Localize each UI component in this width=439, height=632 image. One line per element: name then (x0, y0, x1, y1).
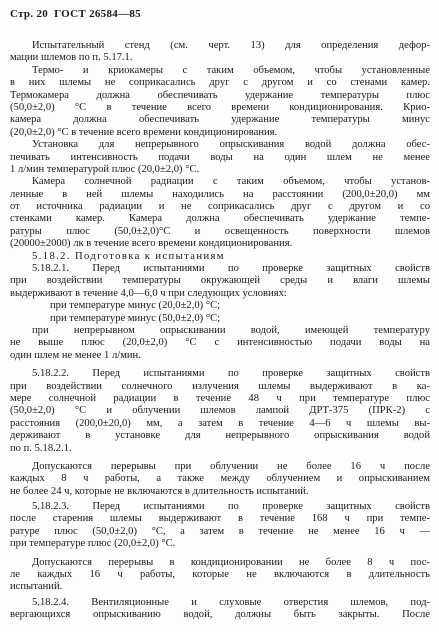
text-line: по п. 5.18.2.1. (10, 442, 72, 454)
text-line: Допускаются перерывы в кондиционировании не более 8 ч пос- (32, 556, 430, 568)
text-line: мации шлемов по п. 5.17.1. (10, 52, 133, 64)
text-line: 5.18.2.2. Перед испытаниями по проверке защитных свойств (32, 368, 430, 380)
text-line: печивать интенсивность подачи воды на один шлем не менее (10, 151, 430, 163)
text-line: при температуре плюс (20,0±2,0) °С. (10, 538, 176, 550)
text-line: каждых 8 ч работы, а также между облучением и опрыскиванием (10, 473, 430, 485)
text-line: не более 24 ч, которые не включаются в длительность испытаний. (10, 485, 309, 497)
page-number: Стр. 20 (10, 8, 49, 20)
text-line: при непрерывном опрыскивании водой, имеющей температуру (32, 324, 430, 336)
text-line: 5.18.2.1. Перед испытаниями по проверке защитных свойств (32, 263, 430, 275)
text-line: Камера солнечной радиации с таким объемом, чтобы установ- (32, 176, 430, 188)
text-line: ратуры плюс (50,0±2,0)°С и освещенность поверхности шлемов (10, 225, 430, 237)
text-line: при воздействии солнечного излучения шлемы выдерживают в ка- (10, 380, 430, 392)
text-line: расстояния (200,0±20,0) мм, а затем в течение 4—6 ч шлемы вы- (10, 417, 430, 429)
text-line: вергающихся опрыскиванию водой, должны быть закрыты. После (10, 609, 430, 621)
text-line: выдерживают в течение 4,0—6,0 ч при следующих условиях: (10, 287, 287, 299)
text-line: при температуре минус (20,0±2,0) °С; (50, 300, 221, 312)
text-line: (20,0±2,0) °С в течение всего времени кондиционирования. (10, 126, 278, 138)
text-line: 5.18.2. Подготовка к испытаниям (32, 250, 225, 262)
text-line: 5.18.2.4. Вентиляционные и слуховые отверстия шлемов, под- (32, 596, 430, 608)
text-line: Термо- и криокамеры с таким объемом, чтобы установленные (32, 64, 430, 76)
text-line: (50,0±2,0) °С в течение всего времени кондиционирования. Крио- (10, 101, 430, 113)
text-line: не выше плюс (20,0±2,0) °С с интенсивностью подачи воды на (10, 337, 430, 349)
text-line: при воздействии температуры окружающей среды и влаги шлемы (10, 275, 430, 287)
text-line: после старения шлемы выдерживают в течение 168 ч при темпе- (10, 513, 430, 525)
text-line: Установка для непрерывного опрыскивания водой должна обес- (32, 139, 430, 151)
text-line: 5.18.2.3. Перед испытаниями по проверке защитных свойств (32, 501, 430, 513)
text-line: Испытательный стенд (см. черт. 13) для определения дефор- (32, 40, 430, 51)
text-line: камера должна обеспечивать удержание температуры минус (10, 114, 430, 126)
text-line: один шлем не менее 1 л/мин. (10, 349, 141, 361)
text-line: при температуре минус (50,0±2,0) °С; (50, 312, 221, 324)
text-line: ле каждых 16 ч работы, которые не включаются в длительность (10, 569, 430, 581)
text-line: испытаний. (10, 581, 63, 593)
text-line: стенками камер. Камера должна обеспечивать удержание темпе- (10, 213, 430, 225)
text-line: держивают в установке для непрерывного опрыскивания водой (10, 430, 430, 442)
text-line: ратуре плюс (50,0±2,0) °С, а затем в течение не менее 16 ч — (10, 525, 430, 537)
document-body (10, 40, 430, 622)
text-line: (20000±2000) лк в течение всего времени кондиционирования. (10, 238, 293, 250)
text-line: 1 л/мин температурой плюс (20,0±2,0) °С. (10, 163, 200, 175)
standard-code: ГОСТ 26584—85 (54, 8, 141, 20)
page-header (10, 8, 144, 20)
text-line: от источника радиации и не соприкасались друг с другом и со (10, 201, 430, 213)
text-line: Термокамера должна обеспечивать удержание температуры плюс (10, 89, 430, 101)
text-line: мере солнечной радиации в течение 48 ч при температуре плюс (10, 392, 430, 404)
text-line: ленные в ней шлемы находились на расстоянии (200,0±20,0) мм (10, 188, 430, 200)
text-line: (50,0±2,0) °С и облучении шлемов лампой ДРТ-375 (ПРК-2) с (10, 405, 430, 417)
text-line: Допускаются перерывы при облучении не более 16 ч после (32, 460, 430, 472)
text-line: в них шлемы не соприкасались друг с другом и со стенами камер. (10, 77, 430, 89)
